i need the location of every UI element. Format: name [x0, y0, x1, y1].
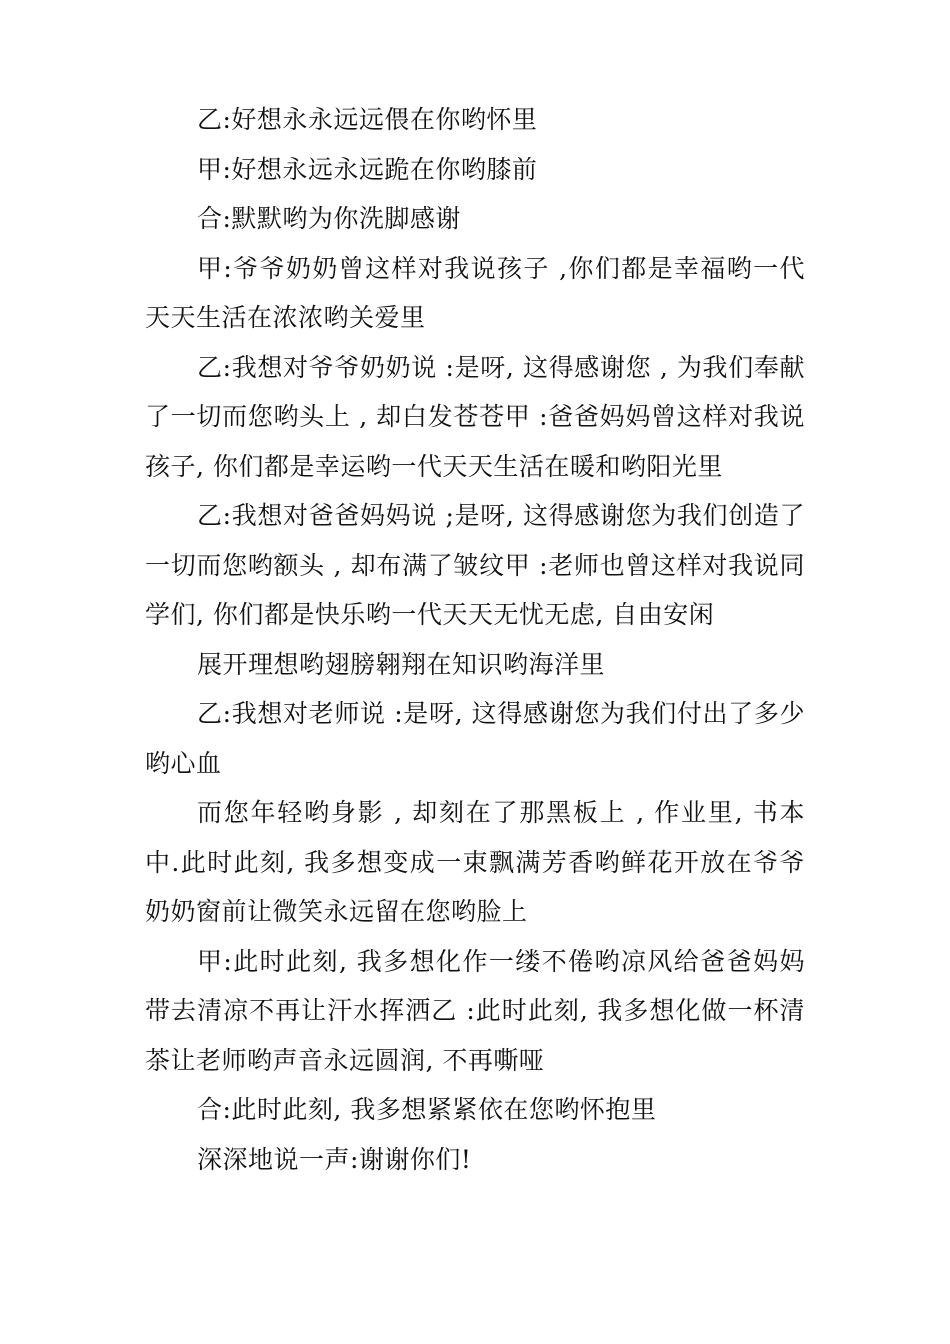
paragraph-4: 甲:爷爷奶奶曾这样对我说孩子 ,你们都是幸福哟一代天天生活在浓浓哟关爱里	[145, 253, 805, 332]
paragraph-11: 合:此时此刻, 我多想紧紧依在您哟怀抱里	[197, 1095, 657, 1124]
paragraph-6: 乙:我想对爸爸妈妈说 ;是呀, 这得感谢您为我们创造了一切而您哟额头 , 却布满了皱纹甲 :老师也曾这样对我说同学们, 你们都是快乐哟一代天天无忧无虑, 自由安闲	[145, 501, 805, 629]
document-body	[145, 95, 805, 1184]
paragraph-5: 乙:我想对爷爷奶奶说 :是呀, 这得感谢您 , 为我们奉献了一切而您哟头上 , 却白发苍苍甲 :爸爸妈妈曾这样对我说孩子, 你们都是幸运哟一代天天生活在暖和哟阳光里	[145, 352, 805, 481]
paragraph-10: 甲:此时此刻, 我多想化作一缕不倦哟凉风给爸爸妈妈带去清凉不再让汗水挥洒乙 :此时此刻, 我多想化做一杯清茶让老师哟声音永远圆润, 不再嘶哑	[145, 946, 805, 1075]
paragraph-9: 而您年轻哟身影 , 却刻在了那黑板上 , 作业里, 书本中.此时此刻, 我多想变成一束飘满芳香哟鲜花开放在爷爷奶奶窗前让微笑永远留在您哟脸上	[145, 798, 805, 926]
paragraph-3: 合:默默哟为你洗脚感谢	[197, 204, 461, 233]
paragraph-8: 乙:我想对老师说 :是呀, 这得感谢您为我们付出了多少哟心血	[145, 699, 805, 778]
paragraph-12: 深深地说一声:谢谢你们!	[197, 1144, 472, 1174]
paragraph-7: 展开理想哟翅膀翱翔在知识哟海洋里	[197, 649, 606, 679]
paragraph-2: 甲:好想永远永远跪在你哟膝前	[197, 154, 538, 184]
paragraph-1: 乙:好想永永远远偎在你哟怀里	[197, 105, 538, 134]
